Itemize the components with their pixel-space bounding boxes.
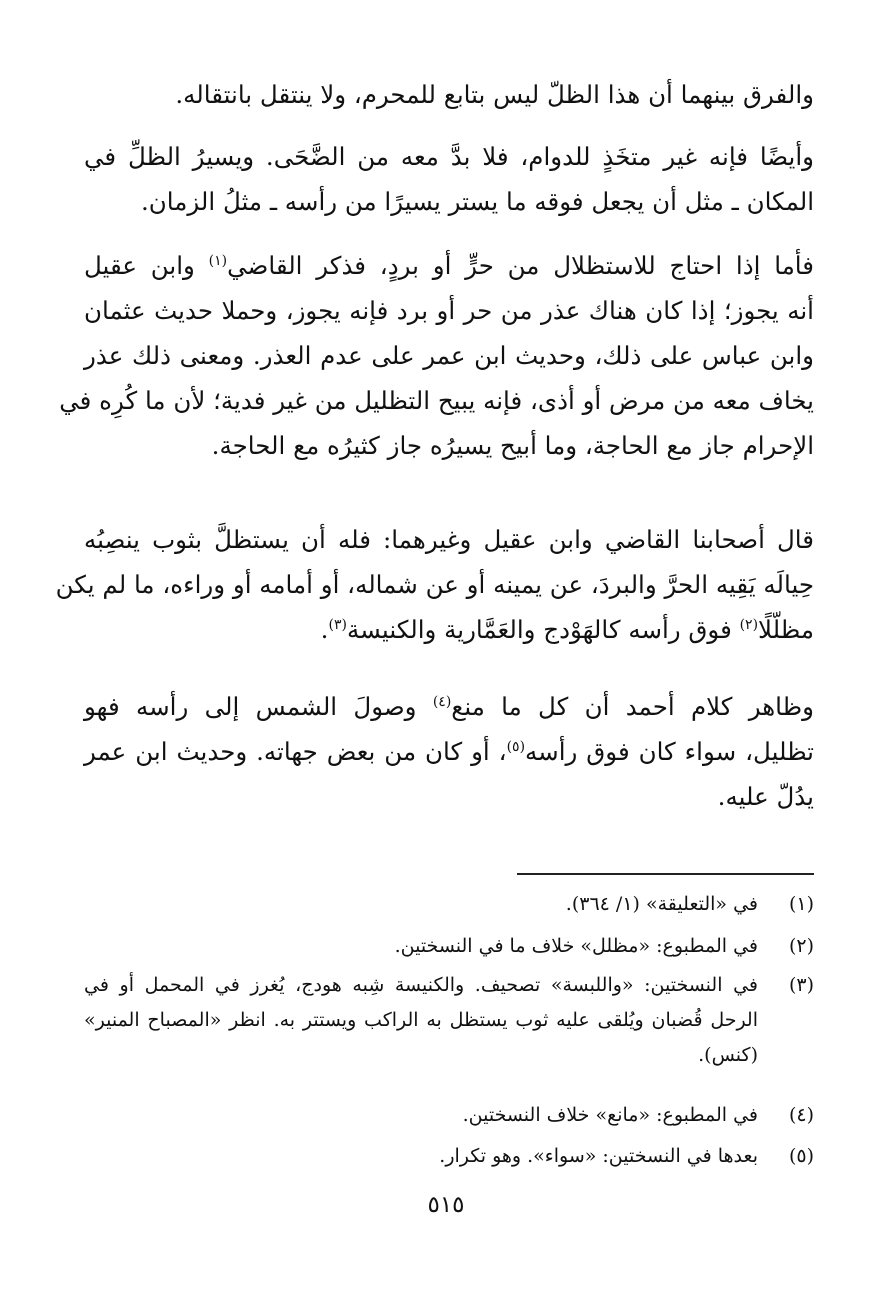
footnote-divider — [517, 873, 814, 875]
paragraph-4 — [55, 517, 814, 652]
paragraph-5 — [84, 684, 814, 819]
paragraph-line: وابن عباس على ذلك، وحديث ابن عمر على عدم العذر. ومعنى ذلك عذر — [84, 341, 814, 370]
footnote-number: (١) — [788, 893, 814, 915]
paragraph-line: المكان ـ مثل أن يجعل فوقه ما يستر يسيرًا من رأسه ـ مثلُ الزمان. — [141, 187, 814, 216]
footnote-2 — [84, 929, 814, 964]
paragraph-line: يدُلّ عليه. — [717, 782, 814, 811]
footnote-number: (٥) — [788, 1145, 814, 1167]
paragraph-line: حِيالَه يَقِيه الحرَّ والبردَ، عن يمينه أو عن شماله، أو أمامه أو وراءه، ما لم يكن — [55, 570, 814, 599]
footnote-text: بعدها في النسختين: «سواء». وهو تكرار. — [439, 1145, 758, 1167]
footnote-ref-2[interactable]: (٢) — [739, 616, 759, 633]
footnote-text: في النسختين: «واللبسة» تصحيف. والكنيسة شِبه هودج، يُغرز في المحمل أو في الرحل قُضبان ويُلقى عليه ثوب يستظل به الراكب ويستتر به. انظر «المصباح المنير» (كنس). — [84, 974, 758, 1066]
footnote-number: (٣) — [788, 974, 814, 996]
paragraph-line: والفرق بينهما أن هذا الظلّ ليس بتابع للمحرم، ولا ينتقل بانتقاله. — [175, 80, 814, 109]
footnote-number: (٢) — [788, 935, 814, 957]
paragraph-line: وأيضًا فإنه غير متخَذٍ للدوام، فلا بدَّ معه من الضَّحَى. ويسيرُ الظلِّ في — [84, 142, 814, 171]
paragraph-line: قال أصحابنا القاضي وابن عقيل وغيرهما: فله أن يستظلَّ بثوب ينصِبُه — [84, 525, 814, 554]
footnote-ref-1[interactable]: (١) — [208, 252, 228, 269]
footnote-1 — [84, 887, 814, 922]
footnote-ref-4[interactable]: (٤) — [432, 693, 452, 710]
paragraph-2 — [84, 134, 814, 224]
paragraph-line: فأما إذا احتاج للاستظلال من حرٍّ أو بردٍ، فذكر القاضي$^{(١)}$ وابن عقيل — [84, 251, 814, 280]
footnote-text: في المطبوع: «مظلل» خلاف ما في النسختين. — [394, 935, 758, 957]
paragraph-3 — [59, 243, 814, 468]
footnote-ref-3[interactable]: (٣) — [328, 616, 347, 633]
footnote-text: في المطبوع: «مانع» خلاف النسختين. — [462, 1104, 758, 1126]
footnote-ref-5[interactable]: (٥) — [506, 738, 526, 755]
footnote-5 — [84, 1139, 814, 1174]
paragraph-line: أنه يجوز؛ إذا كان هناك عذر من حر أو برد فإنه يجوز، وحملا حديث عثمان — [84, 296, 814, 325]
paragraph-line: يخاف معه من مرض أو أذى، فإنه يبيح التظليل من غير فدية؛ لأن ما كُرِه في — [59, 386, 814, 415]
paragraph-1 — [84, 72, 814, 117]
paragraph-line: الإحرام جاز مع الحاجة، وما أبيح يسيرُه جاز كثيرُه مع الحاجة. — [211, 431, 814, 460]
footnote-3 — [84, 968, 814, 1073]
footnote-4 — [84, 1098, 814, 1133]
paragraph-line: وظاهر كلام أحمد أن كل ما منع$^{(٤)}$ وصولَ الشمس إلى رأسه فهو — [84, 692, 814, 721]
footnote-text: في «التعليقة» (١/ ٣٦٤). — [565, 893, 758, 915]
footnote-number: (٤) — [788, 1104, 814, 1126]
paragraph-line: تظليل، سواء كان فوق رأسه$^{(٥)}$، أو كان من بعض جهاته. وحديث ابن عمر — [84, 737, 814, 766]
page-number: ٥١٥ — [427, 1192, 465, 1218]
paragraph-line: مظلّلًا$^{(٢)}$ فوق رأسه كالهَوْدج والعَمَّارية والكنيسة$^{(٣)}$. — [320, 615, 814, 644]
